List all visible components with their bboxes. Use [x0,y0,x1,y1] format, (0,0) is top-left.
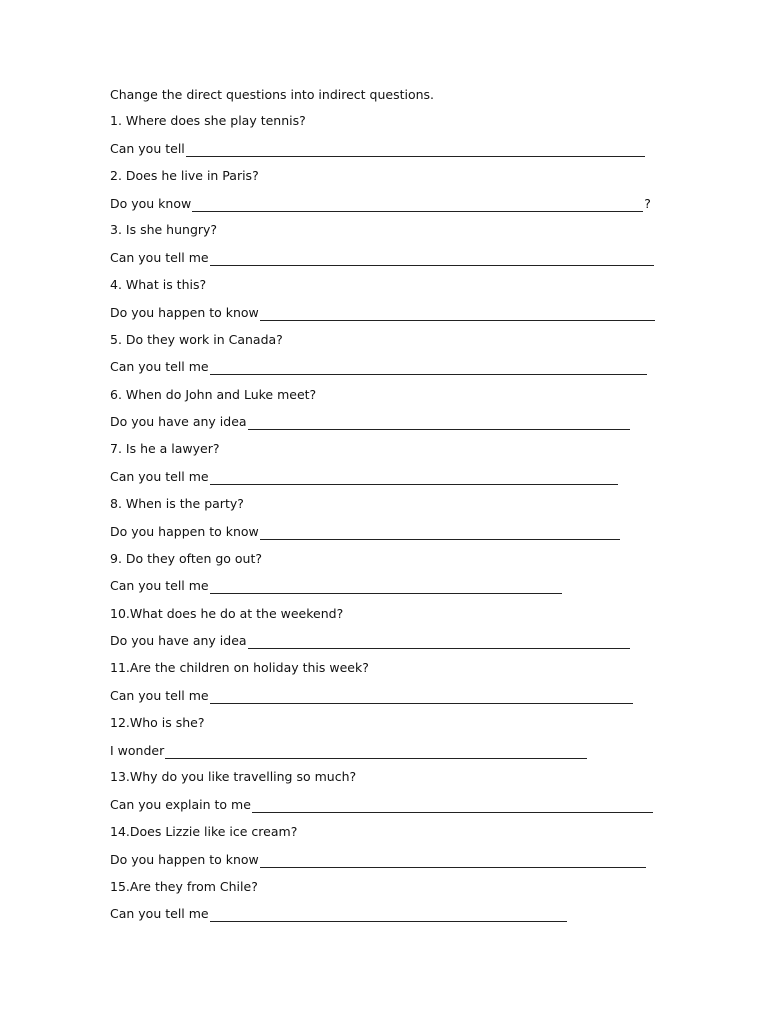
question-9: 9. Do they often go out? [110,551,263,566]
question-5: 5. Do they work in Canada? [110,332,283,347]
answer-blank-1[interactable] [186,144,645,157]
answer-blank-12[interactable] [165,746,587,759]
answer-line-15: Can you tell me [110,906,568,922]
answer-blank-8[interactable] [260,527,620,540]
answer-blank-11[interactable] [210,691,633,704]
answer-line-9: Can you tell me [110,578,563,594]
answer-line-7: Can you tell me [110,469,619,485]
answer-blank-6[interactable] [248,417,630,430]
answer-line-10: Do you have any idea [110,633,631,649]
question-6: 6. When do John and Luke meet? [110,387,317,402]
question-12: 12.Who is she? [110,715,205,730]
answer-line-4: Do you happen to know [110,305,656,321]
answer-blank-7[interactable] [210,472,618,485]
question-8: 8. When is the party? [110,496,244,511]
question-2: 2. Does he live in Paris? [110,168,259,183]
answer-line-1: Can you tell [110,141,646,157]
answer-blank-5[interactable] [210,362,647,375]
question-10: 10.What does he do at the weekend? [110,606,344,621]
answer-line-3: Can you tell me [110,250,655,266]
answer-blank-2[interactable] [192,199,643,212]
question-3: 3. Is she hungry? [110,222,218,237]
answer-blank-13[interactable] [252,800,653,813]
question-4: 4. What is this? [110,277,207,292]
answer-line-13: Can you explain to me [110,797,654,813]
answer-blank-15[interactable] [210,909,567,922]
answer-blank-10[interactable] [248,636,630,649]
answer-blank-14[interactable] [260,855,646,868]
answer-blank-3[interactable] [210,253,654,266]
instruction-text: Change the direct questions into indirect questions. [110,87,435,102]
answer-line-2: Do you know ? [110,196,651,211]
question-13: 13.Why do you like travelling so much? [110,769,357,784]
answer-line-12: I wonder [110,743,588,759]
question-7: 7. Is he a lawyer? [110,441,220,456]
answer-line-11: Can you tell me [110,688,634,704]
answer-line-8: Do you happen to know [110,524,621,540]
question-11: 11.Are the children on holiday this week? [110,660,369,675]
question-14: 14.Does Lizzie like ice cream? [110,824,298,839]
answer-line-14: Do you happen to know [110,852,647,868]
answer-blank-9[interactable] [210,581,562,594]
answer-line-5: Can you tell me [110,359,648,375]
answer-blank-4[interactable] [260,308,655,321]
answer-line-6: Do you have any idea [110,414,631,430]
question-15: 15.Are they from Chile? [110,879,258,894]
question-1: 1. Where does she play tennis? [110,113,306,128]
